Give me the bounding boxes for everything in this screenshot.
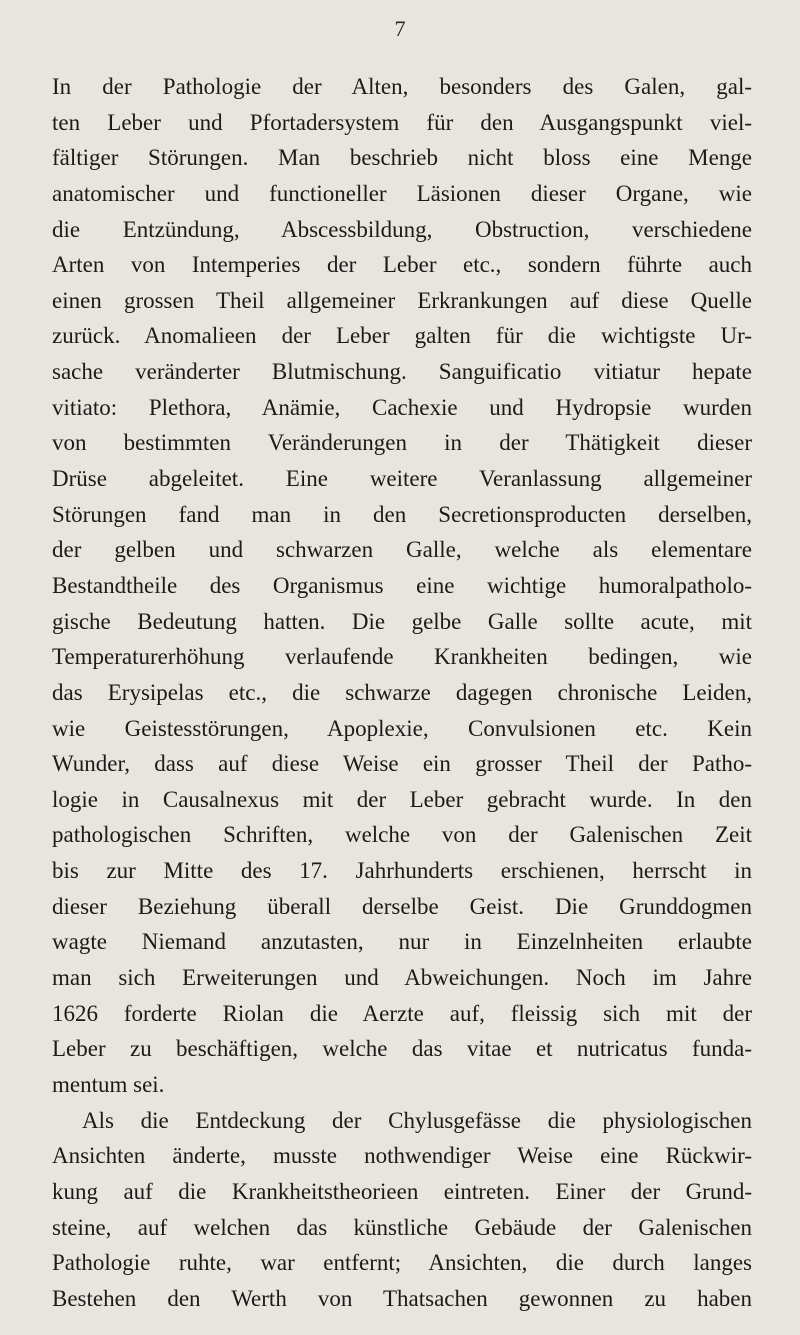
text-line: steine, auf welchen das künstliche Gebäude der Galenischen: [52, 1214, 752, 1240]
text-line: von bestimmten Veränderungen in der Thätigkeit dieser: [52, 430, 752, 456]
text-line: dieser Beziehung überall derselbe Geist. Die Grunddogmen: [52, 893, 752, 919]
text-line: Temperaturerhöhung verlaufende Krankheiten bedingen, wie: [52, 644, 752, 670]
text-line: Leber zu beschäftigen, welche das vitae et nutricatus funda-: [52, 1036, 752, 1062]
text-line: Bestandtheile des Organismus eine wichtige humoralpatholo-: [52, 572, 752, 598]
text-line: pathologischen Schriften, welche von der Galenischen Zeit: [52, 822, 752, 848]
page-number: 7: [394, 16, 406, 41]
text-line: wagte Niemand anzutasten, nur in Einzelnheiten erlaubte: [52, 929, 752, 955]
text-line: zurück. Anomalieen der Leber galten für die wichtigste Ur-: [52, 323, 752, 349]
text-line: 1626 forderte Riolan die Aerzte auf, fleissig sich mit der: [52, 1000, 752, 1026]
text-line: In der Pathologie der Alten, besonders des Galen, gal-: [52, 74, 752, 99]
body-text: [52, 69, 752, 1316]
text-line: die Entzündung, Abscessbildung, Obstruction, verschiedene: [52, 216, 752, 242]
text-line: einen grossen Theil allgemeiner Erkrankungen auf diese Quelle: [52, 287, 752, 313]
text-line: kung auf die Krankheitstheorieen eintreten. Einer der Grund-: [52, 1178, 752, 1204]
text-line: fältiger Störungen. Man beschrieb nicht bloss eine Menge: [52, 145, 752, 171]
text-line: mentum sei.: [52, 1071, 165, 1097]
text-line: Pathologie ruhte, war entfernt; Ansichten, die durch langes: [52, 1250, 752, 1276]
text-line: ten Leber und Pfortadersystem für den Ausgangspunkt viel-: [52, 109, 752, 135]
text-line: bis zur Mitte des 17. Jahrhunderts erschienen, herrscht in: [52, 858, 752, 884]
text-line: Drüse abgeleitet. Eine weitere Veranlassung allgemeiner: [52, 466, 752, 492]
text-line: Störungen fand man in den Secretionsproducten derselben,: [52, 501, 752, 527]
text-line: Arten von Intemperies der Leber etc., sondern führte auch: [52, 252, 752, 278]
text-line: wie Geistesstörungen, Apoplexie, Convulsionen etc. Kein: [52, 715, 752, 741]
text-line: anatomischer und functioneller Läsionen dieser Organe, wie: [52, 180, 752, 206]
text-line: Bestehen den Werth von Thatsachen gewonnen zu haben: [52, 1285, 752, 1311]
text-line: sache veränderter Blutmischung. Sanguificatio vitiatur hepate: [52, 359, 752, 385]
text-line: gische Bedeutung hatten. Die gelbe Galle sollte acute, mit: [52, 608, 752, 634]
text-line: das Erysipelas etc., die schwarze dagegen chronische Leiden,: [52, 679, 752, 705]
text-line: man sich Erweiterungen und Abweichungen. Noch im Jahre: [52, 965, 752, 991]
text-line: Wunder, dass auf diese Weise ein grosser Theil der Patho-: [52, 751, 752, 777]
text-line: Ansichten änderte, musste nothwendiger Weise eine Rückwir-: [52, 1143, 752, 1169]
text-line: der gelben und schwarzen Galle, welche als elementare: [52, 537, 752, 563]
text-line: logie in Causalnexus mit der Leber gebracht wurde. In den: [52, 786, 752, 812]
text-line: vitiato: Plethora, Anämie, Cachexie und Hydropsie wurden: [52, 394, 752, 420]
text-line: Als die Entdeckung der Chylusgefässe die physiologischen: [82, 1107, 752, 1133]
